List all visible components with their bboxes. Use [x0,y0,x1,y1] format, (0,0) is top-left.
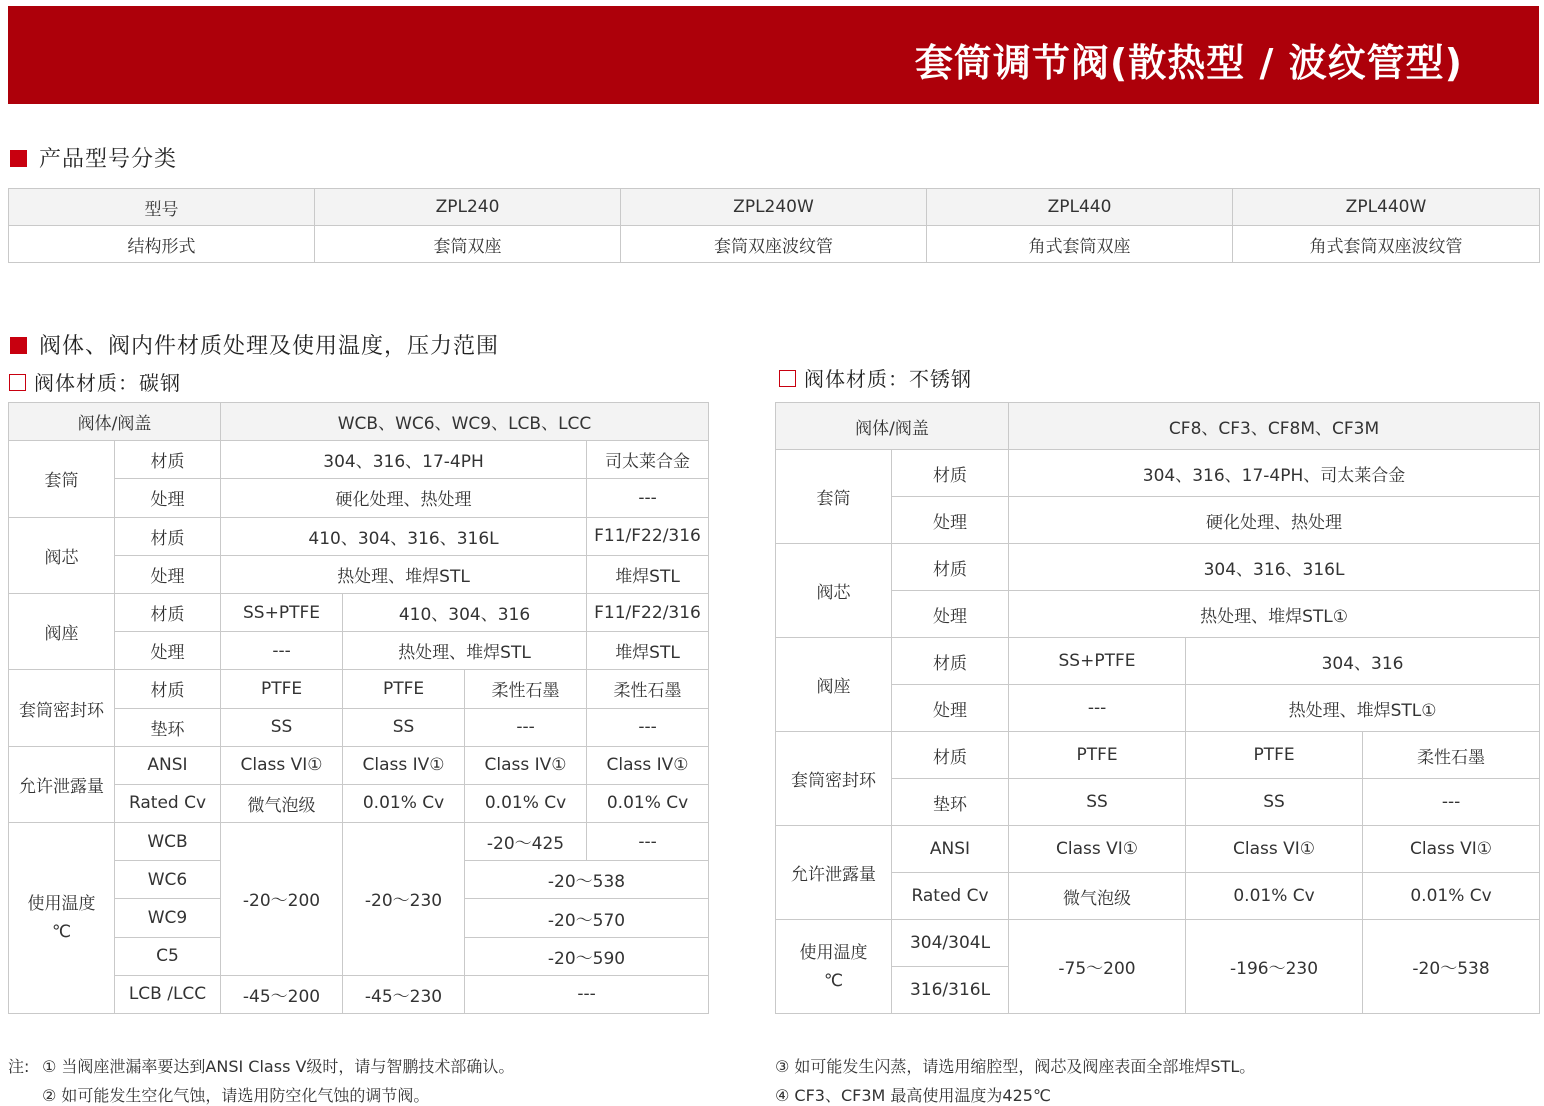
table-cell: SS [343,708,465,746]
table-row [776,403,1540,450]
table-cell: -20～590 [465,937,709,975]
table-cell: 410、304、316 [343,593,587,631]
table-cell: 304、316、17-4PH、司太莱合金 [1009,450,1540,497]
table-cell: ZPL240W [621,189,927,226]
table-cell: Rated Cv [115,784,221,822]
table-cell: Class VI① [1186,826,1363,873]
table-row [9,670,709,708]
table-cell: 结构形式 [9,226,315,263]
table-cell: 柔性石墨 [1363,732,1540,779]
table-cell: 堆焊STL [587,555,709,593]
table-cell: 硬化处理、热处理 [221,479,587,517]
table-cell: SS+PTFE [1009,638,1186,685]
table-cell: Class VI① [1363,826,1540,873]
table-cell: 套筒双座波纹管 [621,226,927,263]
table-cell: --- [587,708,709,746]
table-cell: Class IV① [343,746,465,784]
table-cell: C5 [115,937,221,975]
table-cell: SS [1186,779,1363,826]
stainless-steel-heading: 阀体材质：不锈钢 [779,363,972,392]
table-cell: 套筒 [776,450,892,544]
table-cell: 材质 [115,670,221,708]
model-table [8,188,1540,263]
table-row [9,189,1540,226]
table-cell: 硬化处理、热处理 [1009,497,1540,544]
table-row [776,732,1540,779]
note-4: ④ CF3、CF3M 最高使用温度为425℃ [775,1086,1051,1105]
table-cell: SS [1009,779,1186,826]
carbon-steel-table [8,402,709,1014]
table-cell: ZPL440W [1233,189,1540,226]
table-cell: 堆焊STL [587,632,709,670]
table-cell: Class VI① [221,746,343,784]
table-row [776,638,1540,685]
table-cell: 司太莱合金 [587,441,709,479]
table-cell: -75～200 [1009,920,1186,1014]
stainless-steel-table [775,402,1540,1014]
table-cell: 垫环 [115,708,221,746]
table-cell: --- [465,708,587,746]
table-row [9,593,709,631]
section-heading-models: 产品型号分类 [10,142,177,173]
page-title: 套筒调节阀(散热型 / 波纹管型) [914,41,1463,85]
table-cell: 热处理、堆焊STL① [1186,685,1540,732]
red-square-marker [10,337,27,354]
table-cell: -20～570 [465,899,709,937]
table-cell: WCB [115,823,221,861]
table-cell: 柔性石墨 [587,670,709,708]
table-cell: 材质 [115,441,221,479]
table-cell: 热处理、堆焊STL [343,632,587,670]
table-cell: -45～200 [221,975,343,1013]
table-cell: F11/F22/316 [587,593,709,631]
table-cell: 0.01% Cv [343,784,465,822]
table-cell: 处理 [115,479,221,517]
table-cell: 套筒 [9,441,115,517]
table-cell: ZPL240 [315,189,621,226]
red-square-marker [10,150,27,167]
table-cell: F11/F22/316 [587,517,709,555]
table-cell: -20～230 [343,823,465,976]
table-cell: 0.01% Cv [1186,873,1363,920]
table-row [9,226,1540,263]
table-cell: 套筒双座 [315,226,621,263]
outline-square-marker [9,374,26,391]
table-cell: --- [587,479,709,517]
table-cell: --- [1363,779,1540,826]
table-cell: 阀体/阀盖 [9,403,221,441]
table-cell: -20～538 [1363,920,1540,1014]
table-cell: ANSI [115,746,221,784]
table-cell: 套筒密封环 [9,670,115,746]
table-cell: PTFE [343,670,465,708]
table-cell: --- [587,823,709,861]
table-row [776,920,1540,967]
table-row [776,450,1540,497]
table-cell: 微气泡级 [1009,873,1186,920]
table-cell: --- [465,975,709,1013]
note-2: ② 如可能发生空化气蚀，请选用防空化气蚀的调节阀。 [42,1086,430,1105]
table-cell: 处理 [892,497,1009,544]
table-cell: 处理 [892,591,1009,638]
table-cell: 材质 [892,638,1009,685]
table-cell: 阀芯 [9,517,115,593]
table-cell: 处理 [892,685,1009,732]
table-cell: PTFE [221,670,343,708]
table-cell: 0.01% Cv [1363,873,1540,920]
table-cell: 角式套筒双座 [927,226,1233,263]
table-cell: Class IV① [465,746,587,784]
table-cell: 垫环 [892,779,1009,826]
table-cell: --- [1009,685,1186,732]
table-cell: -20～538 [465,861,709,899]
table-cell: 材质 [115,593,221,631]
table-cell: 316/316L [892,967,1009,1014]
note-prefix: 注: [8,1057,30,1076]
table-row [776,826,1540,873]
table-cell: ANSI [892,826,1009,873]
table-cell: 材质 [892,732,1009,779]
table-cell: -20～425 [465,823,587,861]
table-cell: 微气泡级 [221,784,343,822]
table-row [9,441,709,479]
table-cell: 0.01% Cv [587,784,709,822]
table-cell: 材质 [892,544,1009,591]
table-cell: 阀体/阀盖 [776,403,1009,450]
table-cell: 材质 [892,450,1009,497]
table-cell: WCB、WC6、WC9、LCB、LCC [221,403,709,441]
table-cell: 304、316、17-4PH [221,441,587,479]
table-cell: 304/304L [892,920,1009,967]
table-cell: 热处理、堆焊STL [221,555,587,593]
table-row [776,544,1540,591]
table-cell: -20～200 [221,823,343,976]
table-cell: -196～230 [1186,920,1363,1014]
note-3: ③ 如可能发生闪蒸，请选用缩腔型，阀芯及阀座表面全部堆焊STL。 [775,1057,1256,1076]
table-row [9,823,709,861]
table-cell: 0.01% Cv [465,784,587,822]
note-1: ① 当阀座泄漏率要达到ANSI Class V级时，请与智鹏技术部确认。 [42,1057,515,1076]
section-heading-materials: 阀体、阀内件材质处理及使用温度，压力范围 [10,329,499,360]
table-cell: 型号 [9,189,315,226]
table-cell: 柔性石墨 [465,670,587,708]
table-cell: 304、316、316L [1009,544,1540,591]
table-cell: 处理 [115,632,221,670]
outline-square-marker [779,370,796,387]
table-cell: 阀座 [776,638,892,732]
table-cell: 角式套筒双座波纹管 [1233,226,1540,263]
table-cell: WC9 [115,899,221,937]
carbon-steel-heading: 阀体材质：碳钢 [9,367,181,396]
table-cell: 材质 [115,517,221,555]
table-cell: LCB /LCC [115,975,221,1013]
table-row [9,403,709,441]
table-cell: 热处理、堆焊STL① [1009,591,1540,638]
table-cell: 410、304、316、316L [221,517,587,555]
header-banner [8,6,1539,104]
table-cell: PTFE [1009,732,1186,779]
table-cell: -45～230 [343,975,465,1013]
table-cell: Class IV① [587,746,709,784]
table-cell: SS [221,708,343,746]
table-cell: ZPL440 [927,189,1233,226]
table-cell: 使用温度 ℃ [776,920,892,1014]
table-cell: Rated Cv [892,873,1009,920]
table-cell: 套筒密封环 [776,732,892,826]
table-cell: 阀芯 [776,544,892,638]
table-cell: --- [221,632,343,670]
table-cell: 使用温度 ℃ [9,823,115,1014]
table-cell: PTFE [1186,732,1363,779]
table-cell: 允许泄露量 [9,746,115,822]
table-row [9,746,709,784]
table-cell: 304、316 [1186,638,1540,685]
table-row [9,517,709,555]
table-cell: Class VI① [1009,826,1186,873]
table-cell: 阀座 [9,593,115,669]
table-cell: 允许泄露量 [776,826,892,920]
table-cell: WC6 [115,861,221,899]
table-cell: SS+PTFE [221,593,343,631]
table-cell: 处理 [115,555,221,593]
table-cell: CF8、CF3、CF8M、CF3M [1009,403,1540,450]
